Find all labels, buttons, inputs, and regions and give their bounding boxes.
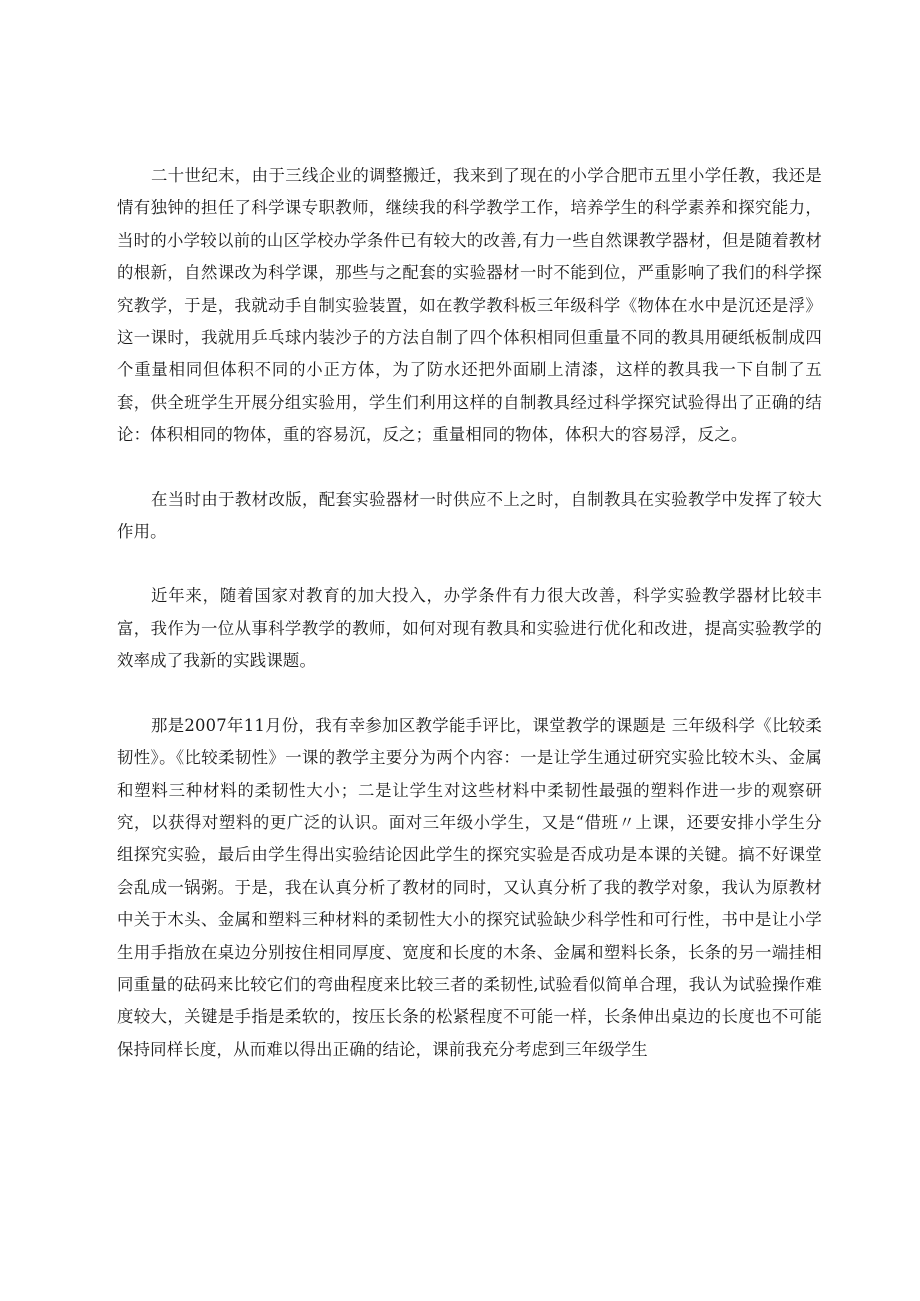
document-page [117,160,822,1066]
paragraph-3: 近年来，随着国家对教育的加大投入，办学条件有力很大改善，科学实验教学器材比较丰富，我作为一位从事科学教学的教师，如何对现有教具和实验进行优化和改进，提高实验教学的效率成了我新的实践课题。 [117,586,822,671]
paragraph-2: 在当时由于教材改版，配套实验器材一时供应不上之时，自制教具在实验教学中发挥了较大作用。 [117,489,822,542]
paragraph-1: 二十世纪末，由于三线企业的调整搬迁，我来到了现在的小学合肥市五里小学任教，我还是情有独钟的担任了科学课专职教师，继续我的科学教学工作，培养学生的科学素养和探究能力，当时的小学较以前的山区学校办学条件已有较大的改善,有力一些自然课教学器材，但是随着教材的根新，自然课改为科学课，那些与之配套的实验器材一时不能到位，严重影响了我们的科学探究教学，于是，我就动手自制实验装置，如在教学教科板三年级科学《物体在水中是沉还是浮》这一课时，我就用乒乓球内装沙子的方法自制了四个体积相同但重量不同的教具用硬纸板制成四个重量相同但体积不同的小正方体，为了防水还把外面刷上清漆，这样的教具我一下自制了五套，供全班学生开展分组实验用，学生们利用这样的自制教具经过科学探究试验得出了正确的结论：体积相同的物体，重的容易沉，反之；重量相同的物体，体积大的容易浮，反之。 [117,166,822,445]
paragraph-4: 那是2007年11月份，我有幸参加区教学能手评比，课堂教学的课题是 三年级科学《比较柔韧性》。《比较柔韧性》一课的教学主要分为两个内容：一是让学生通过研究实验比较木头、金属和塑料三种材料的柔韧性大小；二是让学生对这些材料中柔韧性最强的塑料作进一步的观察研究，以获得对塑料的更广泛的认识。面对三年级小学生，又是“借班〃上课，还要安排小学生分组探究实验，最后由学生得出实验结论因此学生的探究实验是否成功是本课的关键。搞不好课堂会乱成一锅粥。于是，我在认真分析了教材的同时，又认真分析了我的教学对象，我认为原教材中关于木头、金属和塑料三种材料的柔韧性大小的探究试验缺少科学性和可行性，书中是让小学生用手指放在桌边分别按住相同厚度、宽度和长度的木条、金属和塑料长条，长条的另一端挂相同重量的砝码来比较它们的弯曲程度来比较三者的柔韧性,试验看似简单合理，我认为试验操作难度较大，关键是手指是柔软的，按压长条的松紧程度不可能一样，长条伸出桌边的长度也不可能保持同样长度，从而难以得出正确的结论，课前我充分考虑到三年级学生 [117,715,822,1059]
